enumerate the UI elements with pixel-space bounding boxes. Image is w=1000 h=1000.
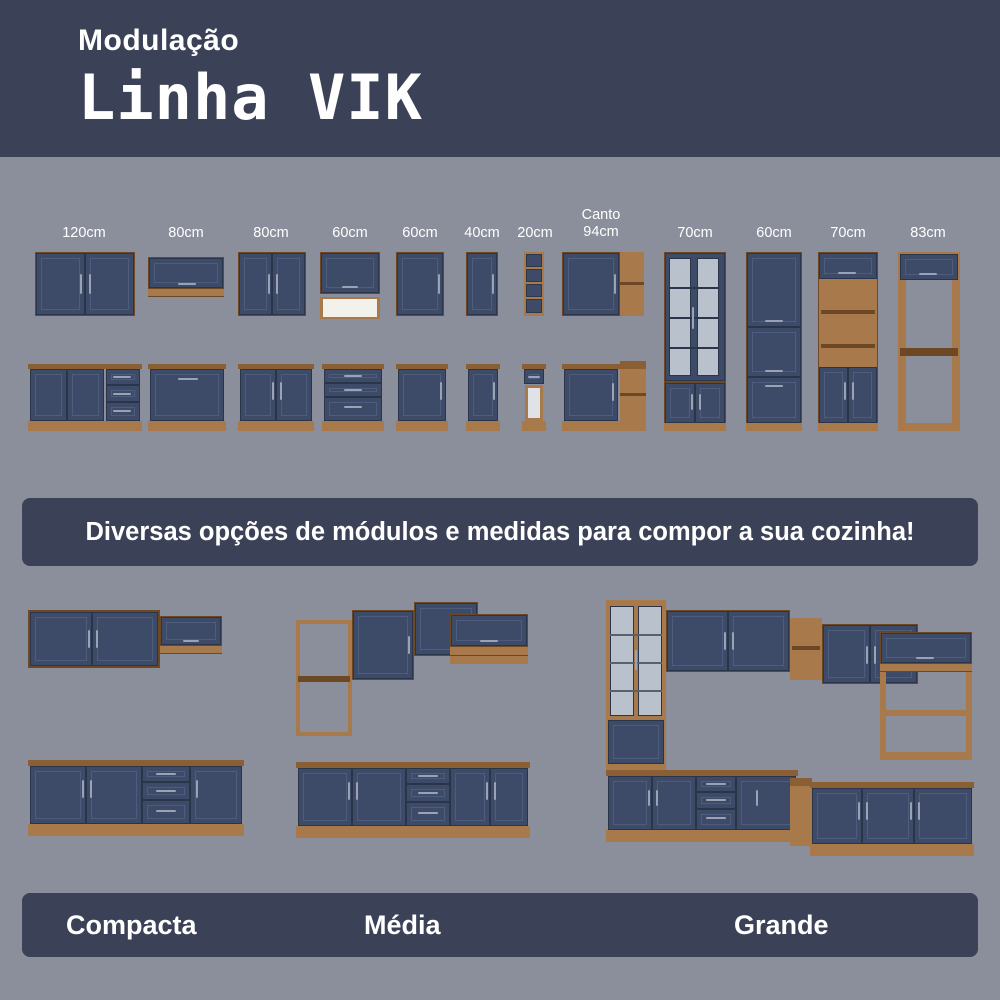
- module-fridge-frame-83cm: [898, 252, 960, 431]
- module-wall-60cm: [396, 252, 444, 316]
- module-counter-120cm: [28, 364, 142, 431]
- compositions-section: [0, 580, 1000, 880]
- module-label: 83cm: [910, 225, 946, 241]
- module-bottle-rack-wall: [524, 252, 544, 316]
- module-label: 60cm: [756, 225, 792, 241]
- header-subtitle: Modulação: [78, 24, 240, 57]
- module-label: 40cm: [464, 225, 500, 241]
- module-label: 20cm: [517, 225, 553, 241]
- module-wall-40cm: [466, 252, 498, 316]
- module-corner-counter-94cm: [562, 361, 646, 431]
- module-wall-80cm-flip: [148, 257, 224, 297]
- footer-label-text: Compacta: [66, 909, 197, 940]
- promo-banner-text: Diversas opções de módulos e medidas para compor a sua cozinha!: [85, 517, 915, 546]
- module-corner-wall-94cm: [562, 252, 644, 316]
- page-title: Linha VIK: [78, 61, 423, 134]
- module-wall-80cm: [238, 252, 306, 316]
- module-counter-80cm: [148, 364, 226, 431]
- module-slim-counter-20cm: [522, 364, 546, 431]
- footer-label-media: [364, 893, 441, 957]
- footer-label-compacta: [66, 893, 197, 957]
- module-counter-60cm: [396, 364, 448, 431]
- footer-label-text: Grande: [734, 909, 829, 940]
- module-counter-60cm-drawers: [322, 364, 384, 431]
- module-wall-60cm-flip-open: [320, 297, 380, 319]
- module-label: 70cm: [677, 225, 713, 241]
- module-column-60cm-pantry[interactable]: [736, 225, 812, 242]
- module-column-40cm[interactable]: [450, 225, 514, 242]
- module-column-70cm-oven[interactable]: [810, 225, 886, 242]
- module-column-80cm-flip[interactable]: [136, 225, 236, 242]
- module-counter-40cm: [466, 364, 500, 431]
- module-column-20cm[interactable]: [506, 225, 564, 242]
- footer-label-grande: [734, 893, 829, 957]
- module-counter-80cm-2: [238, 364, 314, 431]
- promo-banner: [22, 498, 978, 566]
- composition-media[interactable]: [296, 602, 536, 852]
- module-column-70cm-glass[interactable]: [650, 225, 740, 242]
- modules-section: [0, 157, 1000, 487]
- module-label: 80cm: [168, 225, 204, 241]
- module-column-120cm[interactable]: [22, 225, 146, 242]
- module-oven-tower-70cm: [818, 252, 878, 431]
- module-label: 60cm: [332, 225, 368, 241]
- footer-label-text: Média: [364, 909, 441, 940]
- module-column-60cm-flip[interactable]: [310, 225, 390, 242]
- module-label: Canto 94cm: [581, 207, 621, 240]
- composition-grande[interactable]: [600, 592, 980, 860]
- module-column-83cm[interactable]: [890, 225, 966, 242]
- module-column-80cm[interactable]: [226, 225, 316, 242]
- module-label: 120cm: [62, 225, 106, 241]
- module-tall-pantry-60cm: [746, 252, 802, 431]
- module-label: 60cm: [402, 225, 438, 241]
- module-tall-glass-pantry-70cm: [664, 252, 726, 431]
- module-label: 80cm: [253, 225, 289, 241]
- module-column-60cm[interactable]: [382, 225, 458, 242]
- composition-compacta[interactable]: [22, 610, 222, 850]
- module-label: 70cm: [830, 225, 866, 241]
- module-wall-120cm: [35, 252, 135, 316]
- composition-labels-bar: [22, 893, 978, 957]
- header-banner: [0, 0, 1000, 157]
- module-column-canto-94cm[interactable]: [562, 207, 640, 241]
- module-wall-60cm-flip: [320, 252, 380, 294]
